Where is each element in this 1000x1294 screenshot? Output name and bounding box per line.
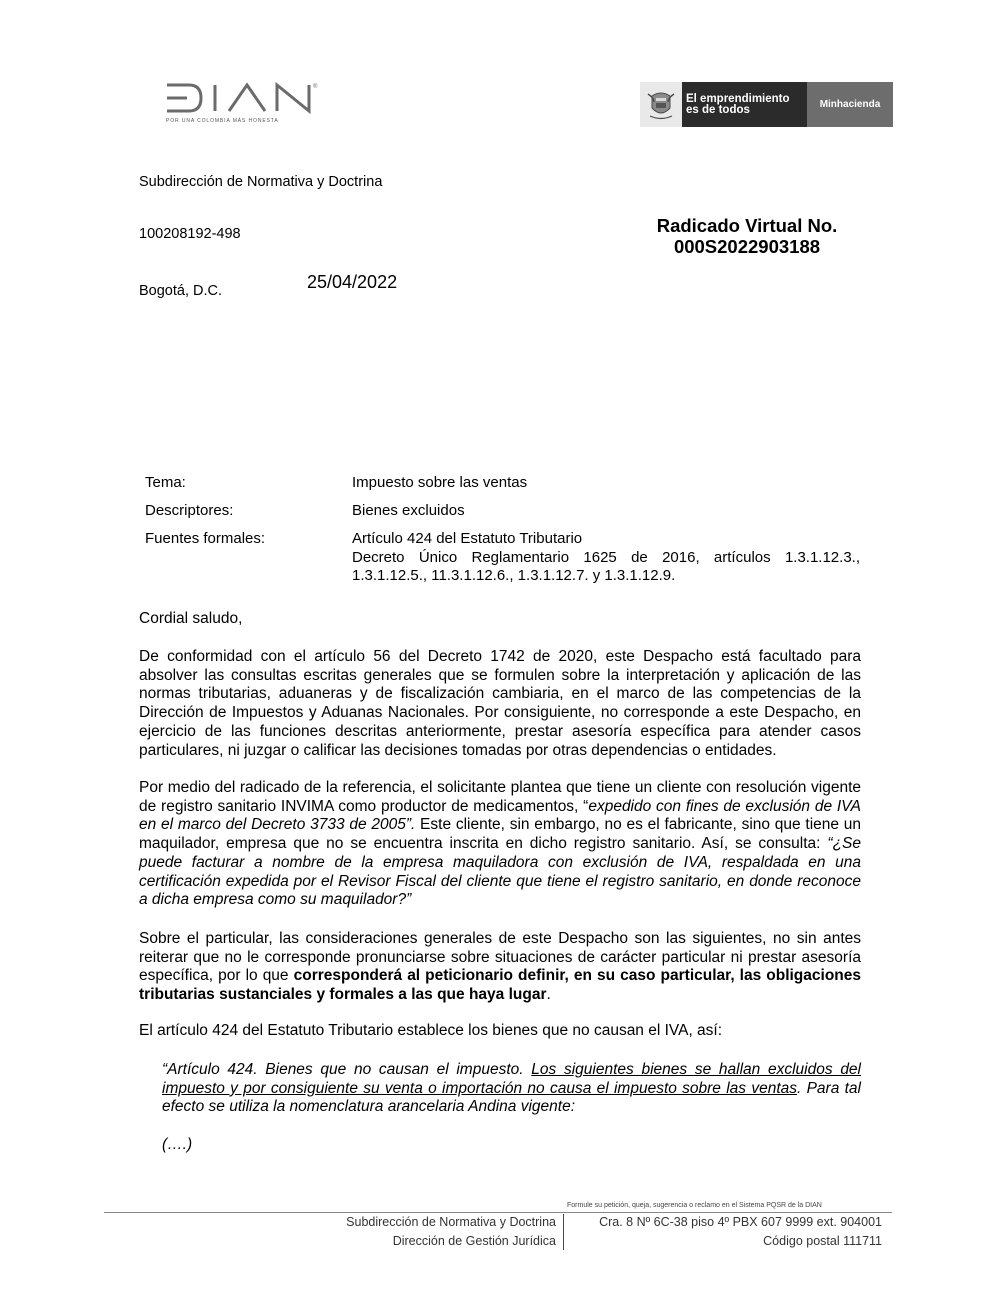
city: Bogotá, D.C.: [139, 283, 223, 299]
quote-underlined: Los siguientes bienes se hallan excluidos del impuesto y por consiguiente su venta o importación no causa el impuesto sobre las ventas: [162, 1061, 861, 1097]
tema-value: Impuesto sobre las ventas: [352, 474, 528, 491]
paragraph-2-part-b: expedido con fines de exclusión de IVA en el marco del Decreto 3733 de 2005”.: [139, 797, 861, 834]
footer-postal-code: Código postal 111711: [763, 1234, 882, 1248]
pqsr-notice: Formule su petición, queja, sugerencia o reclamo en el Sistema PQSR de la DIAN: [567, 1202, 822, 1209]
radicado-number: [630, 215, 864, 257]
paragraph-4: El artículo 424 del Estatuto Tributario establece los bienes que no causan el IVA, así:: [139, 1022, 723, 1039]
government-banner: [640, 82, 893, 127]
paragraph-1: De conformidad con el artículo 56 del Decreto 1742 de 2020, este Despacho está facultado para absolver las consultas escritas generales que se formulen sobre la interpretación y aplicación de las normas tributarias, aduaneras y de fiscalización cambiaria, en el marco de las competencias de la Dirección de Impuestos y Aduanas Nacionales. Por consiguiente, no corresponde a este Despacho, en ejercicio de las funciones descritas anteriormente, prestar asesoría específica para atender casos particulares, ni juzgar o calificar las decisiones tomadas por otras dependencias o entidades.: [139, 648, 861, 759]
ministry-label: Minhacienda: [807, 82, 893, 127]
fuentes-label: Fuentes formales:: [145, 530, 266, 547]
quote-title: “Artículo 424. Bienes que no causan el impuesto.: [162, 1061, 532, 1078]
paragraph-3-bold: corresponderá al peticionario definir, en su caso particular, las obligaciones tributarias sustanciales y formales a las que haya lugar: [139, 967, 862, 1004]
government-slogan: [682, 82, 807, 127]
footer-office: Subdirección de Normativa y Doctrina: [346, 1215, 556, 1229]
fuentes-value-line-1: Artículo 424 del Estatuto Tributario: [352, 530, 583, 547]
dian-logo: [163, 80, 327, 128]
document-date: 25/04/2022: [307, 272, 398, 292]
radicado-value: 000S2022903188: [673, 236, 821, 257]
footer-address: Cra. 8 Nº 6C-38 piso 4º PBX 607 9999 ext. 904001: [599, 1215, 882, 1229]
reference-number: 100208192-498: [139, 226, 241, 242]
paragraph-3-part-c: .: [546, 986, 551, 1004]
paragraph-3-part-a: Sobre el particular, las consideraciones generales de este Despacho son las siguientes, no sin antes reiterar que no le corresponde pronunciarse sobre situaciones de carácter particular ni prestar asesoría específica, por lo que: [139, 930, 861, 985]
dian-tagline: POR UNA COLOMBIA MÁS HONESTA: [166, 118, 279, 124]
radicado-label: Radicado Virtual No.: [656, 215, 838, 236]
paragraph-2-part-a: Por medio del radicado de la referencia, el solicitante plantea que tiene un cliente con resolución vigente de registro sanitario INVIMA como productor de medicamentos, “: [139, 779, 861, 815]
footer-vertical-divider: [563, 1214, 564, 1250]
paragraph-3: [139, 930, 861, 1005]
paragraph-2: [139, 779, 861, 910]
footer-direction: Dirección de Gestión Jurídica: [392, 1234, 556, 1248]
slogan-line-1: El emprendimiento: [686, 92, 790, 105]
fuentes-value-line-2: Decreto Único Reglamentario 1625 de 2016, artículos 1.3.1.12.3., 1.3.1.12.5., 11.3.1.12.6., 1.3.1.12.7. y 1.3.1.12.9.: [352, 548, 860, 584]
colombia-seal-icon: [640, 82, 682, 127]
descriptores-value: Bienes excluidos: [352, 502, 465, 519]
footer-divider: [104, 1212, 892, 1213]
fuentes-value: [352, 530, 860, 586]
paragraph-2-query: “¿Se puede facturar a nombre de la empresa maquiladora con exclusión de IVA, respaldada en una certificación expedida por el Revisor Fiscal del cliente que tiene el registro sanitario, en donde reconoce a dicha empresa como su maquilador?”: [139, 835, 861, 909]
article-424-quote: [162, 1061, 861, 1117]
greeting: Cordial saludo,: [139, 610, 243, 627]
paragraph-2-part-c: Este cliente, sin embargo, no es el fabricante, sino que tiene un maquilador, empresa que no se encuentra inscrita en dicho registro sanitario. Así, se consulta:: [139, 816, 861, 853]
office-name: Subdirección de Normativa y Doctrina: [139, 174, 383, 190]
svg-text:®: ®: [313, 84, 318, 90]
dian-logo-mark: [163, 80, 323, 116]
quote-ellipsis: (….): [162, 1136, 193, 1153]
quote-end: . Para tal efecto se utiliza la nomenclatura arancelaria Andina vigente:: [162, 1079, 861, 1116]
tema-label: Tema:: [145, 474, 186, 491]
slogan-line-2: es de todos: [686, 103, 750, 116]
descriptores-label: Descriptores:: [145, 502, 234, 519]
